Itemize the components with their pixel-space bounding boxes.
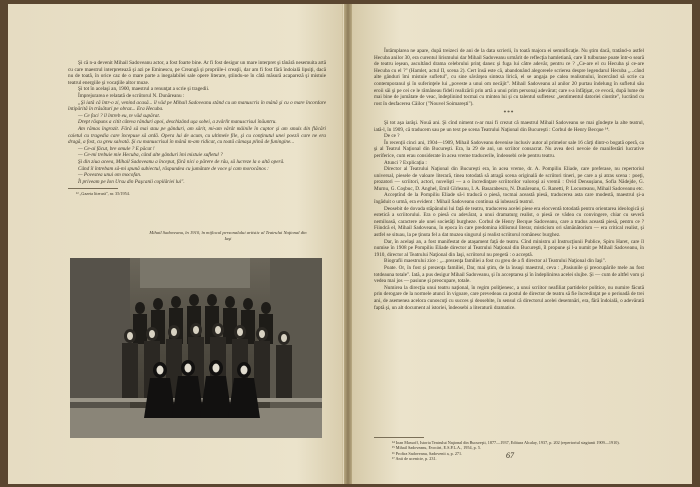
paragraph: „Şi iată că într-o zi, venind acasă... îl văd pe Mihail Sadoveanu stând cu un manuscris în mână şi cu o mare încordare întipărită în trăsături pe obraz... Era Hecuba. [68, 99, 326, 113]
footnote-divider [68, 188, 118, 189]
paragraph: Numirea la direcţia unui teatru naţional, în regim poliţienesc, a unui scriitor neafiliat partidelor politice, nu numire făcută prin derogare de la normele atunci în vigoare, care prevedeau ca postul de director de teatru să fie încredinţat pe o perioadă de trei ani, de asemenea acelora cunoscuţi cu succes şi deosebite, în sensul că directorul acelei desemnări, era, fără îndoială, o adevărată faptă şi, un alt document al istoriei, îndeosebi a literaturii dramatice. [374, 284, 644, 311]
footnote: ¹⁴ Ioan Massoff, Istoria Teatrului Naţional din Bucureşti, 1877—1937, Editura Alcalay, 1937, p. 202 (repertoriul stagiunii 1909—1910). [392, 440, 620, 445]
left-page-body [68, 60, 326, 197]
paragraph: Îl priveam pe Ion Ursu din Paşcanii copilăriei lui". [78, 178, 185, 185]
page-number: 67 [506, 451, 514, 460]
group-photograph-image [70, 258, 322, 438]
right-page-body [374, 48, 644, 311]
photo-caption: Mihail Sadoveanu, în 1910, în mijlocul personalului artistic al Teatrului Naţional din Iaşi [149, 230, 307, 241]
footnote: ¹³ „Gazeta literară", nr. 35/1954. [76, 191, 130, 197]
paragraph: — Ce faci ? îl întreb eu, te văd supărat. [78, 112, 161, 119]
footnote-divider [374, 437, 424, 438]
paragraph: — Ce-ai făcut, bre omule ? E păcat ! [78, 145, 155, 152]
paragraph: În recenţii cinci ani, 1904—1909, Mihail Sadoveanu devenise inclusiv autor al primelor sale 16 cărţi dintr-o bogată operă, ca şi al Teatrul Naţional din Bucureşti. Era, la 29 de ani, un scriitor consacrat. Nu avea deci nevoie de manifestări lucrative periferice, cum erau considerate în acea vreme traducerile, îndeosebi cele pentru teatru. [374, 139, 644, 159]
section-separator: *** [503, 110, 515, 117]
paragraph: Director al Teatrului Naţional din Bucureşti era, în acea vreme, dr. A. Pompiliu Eliade, care preferase, nu repertoriul universal, piesele de valoare literară, tinea totodată să atragă scena originală de scriitori tineri, pe care a şi atras scena : poeţi, prozatori — scriitori, actori, nuvelişti — a o încredinţare scriitorilor valoroşi ai vremii : Ovid Densuşianu, Sofia Nădejde, G. Murnu, G. Coşbuc, D. Anghel, Emil Gîrleanu, I. A. Basarabescu, N. Dunăreanu, G. Ranetti, P. Locusteanu, Mihail Sadoveanu etc. [374, 166, 644, 192]
paragraph: Deosebit de dovada stăpânului lui față de teatru, traducerea acelei piese era elocventă totodată pentru orientarea ideologică şi estetică a scriitorului. Era o piesă cu adevărat, a unui dramaturg realist, o piesă ce vădea cu convingere, chiar cu severă nemiloasă, caractere ale unei societăţi burgheze. Corbul de Henry Becque Sadoveanu, care a tradus această piesă, pentru ce ? Fiindcă el, Mihail Sadoveanu, în epoca în care predomina idilismul literar, misticism ori sămănătorism — era critical realist, şi astfel se situau, la pe ţinuta fel a dat muzea singurul şi realist scriitorul românesc burghez. [374, 205, 644, 239]
paragraph: Când îl întrebam să-mi spună subiectul, răspundea cu jumătate de voce şi cam morocănos : [78, 165, 269, 172]
paragraph: Şi din ziua aceea, Mihail Sadoveanu a început, fără nici o părere de rău, să lucreze la o altă operă. [78, 158, 285, 165]
paragraph: Şi că n-a devenit Mihail Sadoveanu actor, a fost foarte bine. Ar fi fost desigur un mare interpret şi tânără nesemuita artă cu care maestrul interpretează şi azi pe Eminescu, pe Creangă şi propriile-i creaţii, dar am fi fost fără îndoială lipsiţi, dacă nu de toată, în orice caz de o mare parte a inegalabilei sale opere literare, ştiindu-se în câtă măsură acapareză şi mistuie teatrul energiile şi vocaţiile altor muze. [68, 60, 326, 86]
right-page [348, 4, 692, 484]
open-book [8, 4, 692, 484]
paragraph: Am rămas îngrozit. Fără să mai stau pe gânduri, am sărit, mi-am vârât mâinile în cuptor şi am smuls din flăcări caietul cu tragedia care începuse să ardă. Opera lui de acum, cu ultimele file, şi cu conţinutul unei poezii care ne era dragă, a fost, cu greu salvată. Şi cu manuscrisul în mână m-am ridicat, cu toată cămaşa plină de funingine... [68, 125, 326, 146]
paragraph: — Ce-mi trebuie mie Hecuba, când alte gânduri îmi mistuie sufletul ? [78, 152, 223, 159]
paragraph: Şi tot aşa iarăşi. Nouă ani. Şi cînd niment n-ar mai fi crezut că maestrul Mihail Sadoveanu se mai gîndeşte la alte teatrul, iată-l, în 1909, că traducem sau pe un text pe scena Teatrului Naţional din Bucureşti : Corbul de Henry Becque ¹⁴. [374, 119, 644, 133]
paragraph: Poate. Or, în fost și prezenţa familiei, Dar, mai ştim, de la însuşi maestrul, ceva : „Pasiunile şi preocupările mele au fost totdeauna totale". Iată, a pus desigur Mihail Sadoveanu, şi în acceptarea şi în îndeplinirea acelei slujbe. Şi — cum de altfel vom şi vedea mai jos — pasiune şi preocupare, totale. [374, 265, 644, 285]
paragraph: Întâmplarea ne apare, după treizeci de ani de la data scrierii, în toată majora ei semnificaţie. Nu ştim dacă, tratând-o astfel Hecuba anilor 30, era curentul lirismului dar Mihail Sadoveanu urmărit de reflecţia hamletiană, care îl tulburase poate într-o seară de teatru ieşean, ascultând drama celebrului prinţ danez şi fuga lui către adevăr, pentru ce ? „Ce-are el cu Hecuba şi ce-are Hecuba cu el ?" (Hamlet, actul II, scena 2). Cert însă este că, abandonând alegoreele scrierea despre legendarul Hecuba „...când alte gânduri îmi mistuie sufletul", cu sine săvârşea sinteza lirică, el se angaja pe calea realismului, încercând să scrie ca contemporanul şi în suferinţele lui „poveste a unui om necăjit". Mihail Sadoveanu al anilor 20 purtau îndelung în sufletul său eroii săi şi pe cei ce le rămâneau fideli realizării prin artă a unui prim personaj adevărat; care s-a înfăţişat, ce evocă, după lume de mai bine de jumătate de veac, îndeplinind tocmai cu mintea lui şi cu talentul sufletesc „sentimentul datoriei cinstite", lucrând cu rost în desfacerea Căilor ("Nouvel Soimarești"). [374, 48, 644, 107]
paragraph: Şi tot în acelaşi an, 1900, maestrul a renunţat a scrie şi tragedii. [78, 86, 210, 93]
paragraph: Drept răspuns a citit câteva rânduri apoi, deschizând uşa sobei, a zvârlit manuscrisul înăuntru. [78, 119, 277, 126]
left-page [8, 4, 348, 484]
paragraph: De ce ? [384, 133, 400, 140]
footnote: ¹⁵ Mihail Sadoveanu, Evocări, E.S.P.L.A., 1954, p. 5. [392, 445, 482, 451]
paragraph: Dar, în acelaşi an, a fost manifestat de atașament față de teatru. Cînd ministru al Instrucţiunii Publice, Spiru Haret, care îl numise în 1908 pe Pompiliu Eliade director al Teatrului Naţional din Bucureşti, îl propune şi l-a numit pe Mihail Sadoveanu, în 1910, director al Teatrului Naţional din Iaşi, scriitorul nu pregetă : o acceptă. [374, 238, 644, 258]
paragraph: Împrejurarea e relatată de scriitorul N. Dunăreanu : [78, 92, 185, 99]
paragraph: Acceptînd de la Pompiliu Eliade să-i traducă o piesă, tocmai această piesă, traducerea asta care modestă, maestrul şi-a îngăduit o urmă, era evident : Mihail Sadoveanu continua să iubească teatrul. [374, 192, 644, 206]
paragraph: — Povestea unui om mocofan. [78, 172, 142, 179]
footnote: ¹⁶ Profira Sadoveanu, Sadovenii a, p. 271. [392, 450, 463, 456]
footnote: ¹⁷ Anii de ucenicie, p. 231. [392, 456, 437, 462]
book-spine [344, 4, 352, 484]
paragraph: Biografii maestrului zice : „...prezenţa familiei a fost cu greu de a fi director al Teatrului Naţional din Iaşi". [384, 258, 607, 265]
paragraph: Atunci ? Explicaţia : [384, 159, 427, 166]
group-photograph [70, 258, 322, 438]
